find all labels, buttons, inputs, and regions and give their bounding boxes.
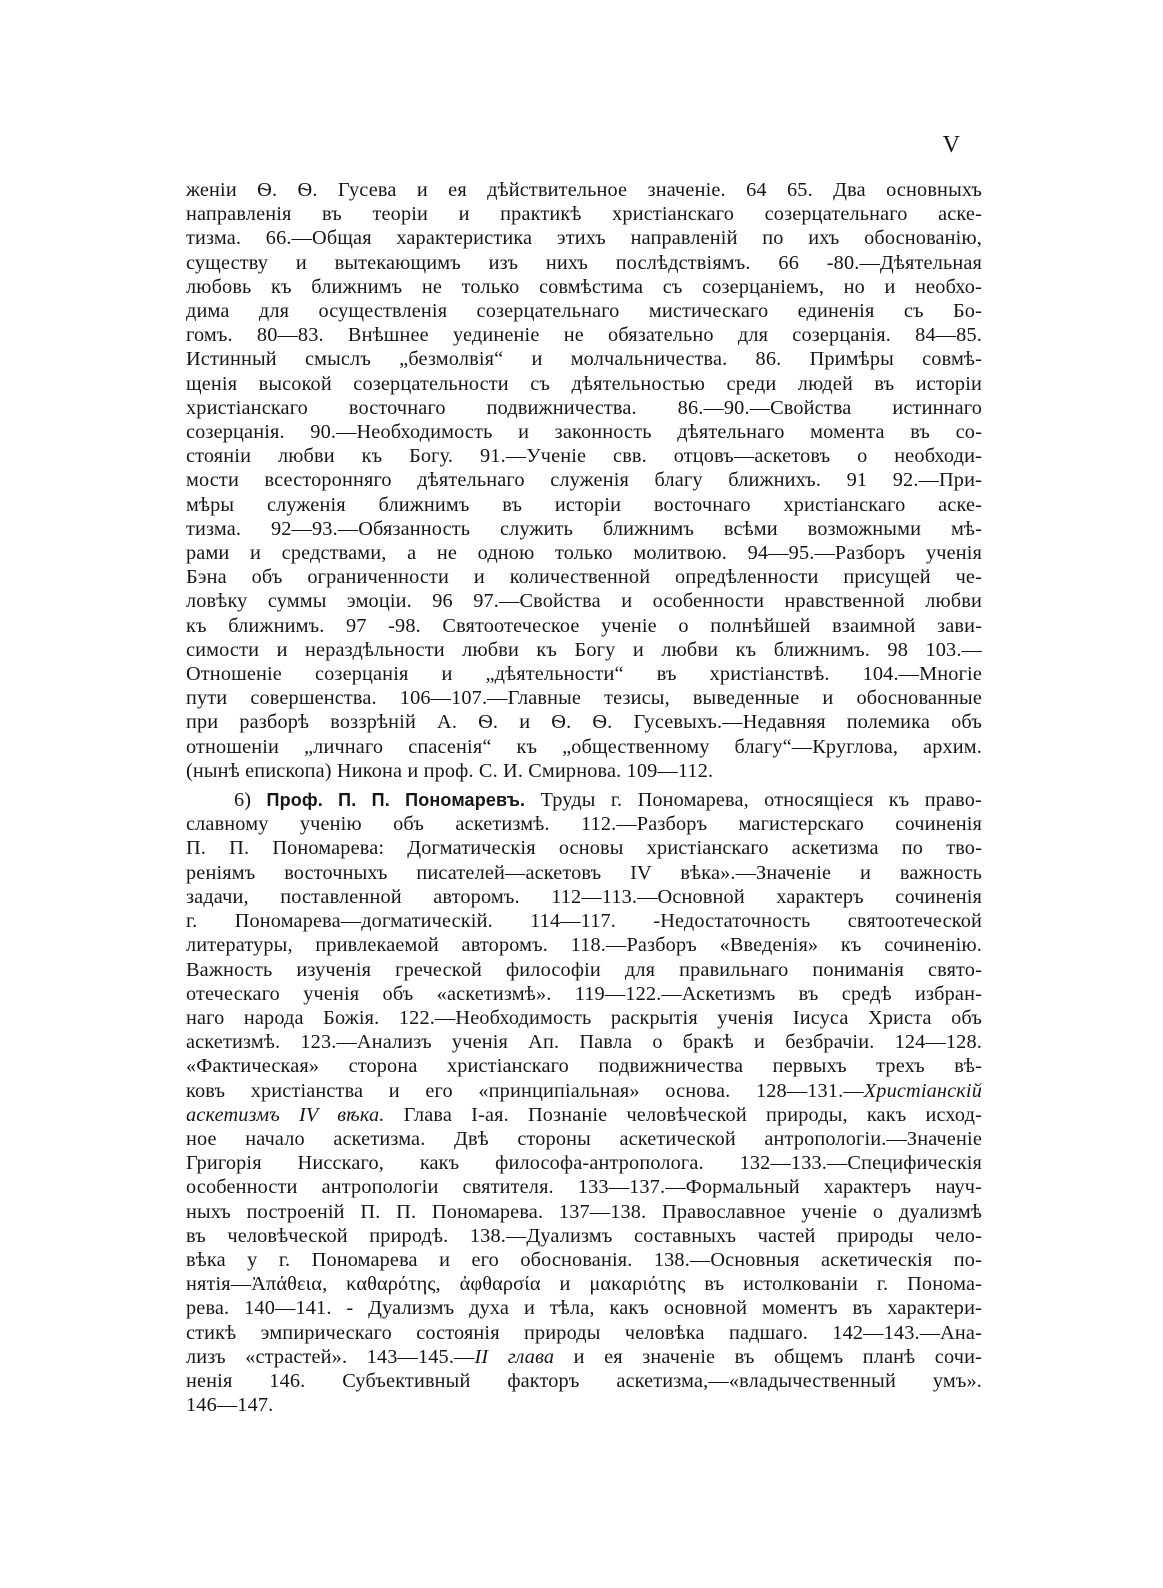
- paragraph-gusev-continuation: [186, 178, 982, 783]
- text-line: [186, 1079, 982, 1103]
- text-line: нятія—Ἀπάθεια, καθαρότης, ἀφθαρσία и μακαριότης въ истолкованіи г. Понома-: [186, 1273, 982, 1296]
- text-line: при разборѣ воззрѣній А. Ѳ. и Ѳ. Ѳ. Гусевыхъ.—Недавняя полемика объ: [186, 711, 982, 734]
- text-line: дима для осуществленія созерцательнаго мистическаго единенія съ Бо-: [186, 300, 982, 323]
- text-line: тизма. 66.—Общая характеристика этихъ направленій по ихъ обоснованію,: [186, 227, 982, 250]
- text-line: гомъ. 80—83. Внѣшнее уединеніе не обязательно для созерцанія. 84—85.: [186, 324, 982, 347]
- text-line: ное начало аскетизма. Двѣ стороны аскетической антропологіи.—Значеніе: [186, 1127, 982, 1150]
- text-line: Отношеніе созерцанія и „дѣятельности“ въ христіанствѣ. 104.—Многіе: [186, 663, 982, 686]
- text-line: задачи, поставленной авторомъ. 112—113.—Основной характеръ сочиненія: [186, 885, 982, 908]
- text-line: особенности антропологіи святителя. 133—137.—Формальный характеръ науч-: [186, 1176, 982, 1199]
- text-line: существу и вытекающимъ изъ нихъ послѣдствіямъ. 66 -80.—Дѣятельная: [186, 251, 982, 274]
- text-line: 146—147.: [186, 1394, 274, 1417]
- section-heading: Проф. П. П. Пономаревъ.: [266, 790, 526, 811]
- text-line: мости всесторонняго дѣятельнаго служенія благу ближнихъ. 91 92.—При-: [186, 469, 982, 492]
- text-line: стояніи любви къ Богу. 91.—Ученіе свв. отцовъ—аскетовъ о необходи-: [186, 445, 982, 468]
- text-line: П. П. Пономарева: Догматическія основы христіанскаго аскетизма по тво-: [186, 837, 982, 860]
- text-run: ковъ христіанства и его «принципіальная» основа. 128—131.—: [186, 1079, 864, 1102]
- text-line: созерцанія. 90.—Необходимость и законность дѣятельнаго момента въ со-: [186, 421, 982, 444]
- text-line: реніямъ восточныхъ писателей—аскетовъ IV вѣка».—Значеніе и важность: [186, 861, 982, 884]
- table-of-contents-text: [186, 178, 982, 1417]
- italic-title: аскетизмъ IV вѣка.: [186, 1103, 385, 1126]
- text-line: ныхъ построеній П. П. Пономарева. 137—138. Православное ученіе о дуализмѣ: [186, 1200, 982, 1223]
- text-line: Григорія Нисскаго, какъ философа-антрополога. 132—133.—Специфическія: [186, 1152, 982, 1175]
- text-line: отношеніи „личнаго спасенія“ къ „общественному благу“—Круглова, архим.: [186, 735, 982, 758]
- text-line: ловѣку суммы эмоціи. 96 97.—Свойства и особенности нравственной любви: [186, 590, 982, 613]
- text-line: рами и средствами, а не одною только молитвою. 94—95.—Разборъ ученія: [186, 542, 982, 565]
- text-line: направленія въ теоріи и практикѣ христіанскаго созерцательнаго аске-: [186, 203, 982, 226]
- italic-title: Христіанскій: [863, 1079, 982, 1102]
- text-line: вѣка у г. Пономарева и его обоснованія. 138.—Основныя аскетическія по-: [186, 1248, 982, 1271]
- text-line: христіанскаго восточнаго подвижничества. 86.—90.—Свойства истиннаго: [186, 396, 982, 419]
- paragraph-ponomarev: [186, 788, 982, 1417]
- text-line: славному ученію объ аскетизмѣ. 112.—Разборъ магистерскаго сочиненія: [186, 813, 982, 836]
- text-line: аскетизмѣ. 123.—Анализъ ученія Ап. Павла о бракѣ и безбрачіи. 124—128.: [186, 1031, 982, 1054]
- text-line: въ человѣческой природѣ. 138.—Дуализмъ составныхъ частей природы чело-: [186, 1224, 982, 1247]
- text-line: Бэна объ ограниченности и количественной опредѣленности присущей че-: [186, 566, 982, 589]
- text-line: симости и нераздѣльности любви къ Богу и любви къ ближнимъ. 98 103.—: [186, 638, 982, 661]
- text-line: къ ближнимъ. 97 -98. Святоотеческое ученіе о полнѣйшей взаимной зави-: [186, 614, 982, 637]
- text-line: тизма. 92—93.—Обязанность служить ближнимъ всѣми возможными мѣ-: [186, 517, 982, 540]
- text-line: рева. 140—141. - Дуализмъ духа и тѣла, какъ основной моментъ въ характери-: [186, 1297, 982, 1320]
- text-line: [186, 788, 982, 812]
- text-line: пути совершенства. 106—107.—Главные тезисы, выведенные и обоснованные: [186, 687, 982, 710]
- text-line: Важность изученія греческой философіи для правильнаго пониманія свято-: [186, 958, 982, 981]
- text-line: [186, 1103, 982, 1127]
- text-run: лизъ «страстей». 143—145.—: [186, 1345, 475, 1368]
- text-line: ненія 146. Субъективный факторъ аскетизма,—«владычественный умъ».: [186, 1369, 982, 1392]
- text-line: «Фактическая» сторона христіанскаго подвижничества первыхъ трехъ вѣ-: [186, 1055, 982, 1078]
- text-line: [186, 1345, 982, 1369]
- text-line: наго народа Божія. 122.—Необходимость раскрытія ученія Іисуса Христа объ: [186, 1006, 982, 1029]
- section-number: 6): [234, 789, 252, 812]
- text-line: стикѣ эмпирическаго состоянія природы человѣка падшаго. 142—143.—Ана-: [186, 1321, 982, 1344]
- text-line: г. Пономарева—догматическій. 114—117. -Недостаточность святоотеческой: [186, 910, 982, 933]
- text-line: Истинный смыслъ „безмолвія“ и молчальничества. 86. Примѣры совмѣ-: [186, 348, 982, 371]
- italic-title: II глава: [474, 1345, 555, 1368]
- text-line: литературы, привлекаемой авторомъ. 118.—Разборъ «Введенія» къ сочиненію.: [186, 934, 982, 957]
- text-line: щенія высокой созерцательности съ дѣятельностью среди людей въ исторіи: [186, 372, 982, 395]
- text-run: Глава I-ая. Познаніе человѣческой природы, какъ исход-: [403, 1103, 982, 1126]
- text-line: женіи Ѳ. Ѳ. Гусева и ея дѣйствительное значеніе. 64 65. Два основныхъ: [186, 179, 982, 201]
- text-line: мѣры служенія ближнимъ въ исторіи восточнаго христіанскаго аске-: [186, 493, 982, 516]
- text-line: любовь къ ближнимъ не только совмѣстима съ созерцаніемъ, но и необхо-: [186, 275, 982, 298]
- page-number: V: [942, 132, 960, 158]
- text-line: отеческаго ученія объ «аскетизмѣ». 119—122.—Аскетизмъ въ средѣ избран-: [186, 982, 982, 1005]
- text-run: Труды г. Пономарева, относящіеся къ право-: [540, 789, 982, 812]
- text-line: (нынѣ епископа) Никона и проф. С. И. Смирнова. 109—112.: [186, 759, 714, 782]
- text-run: и ея значеніе въ общемъ планѣ сочи-: [573, 1345, 982, 1368]
